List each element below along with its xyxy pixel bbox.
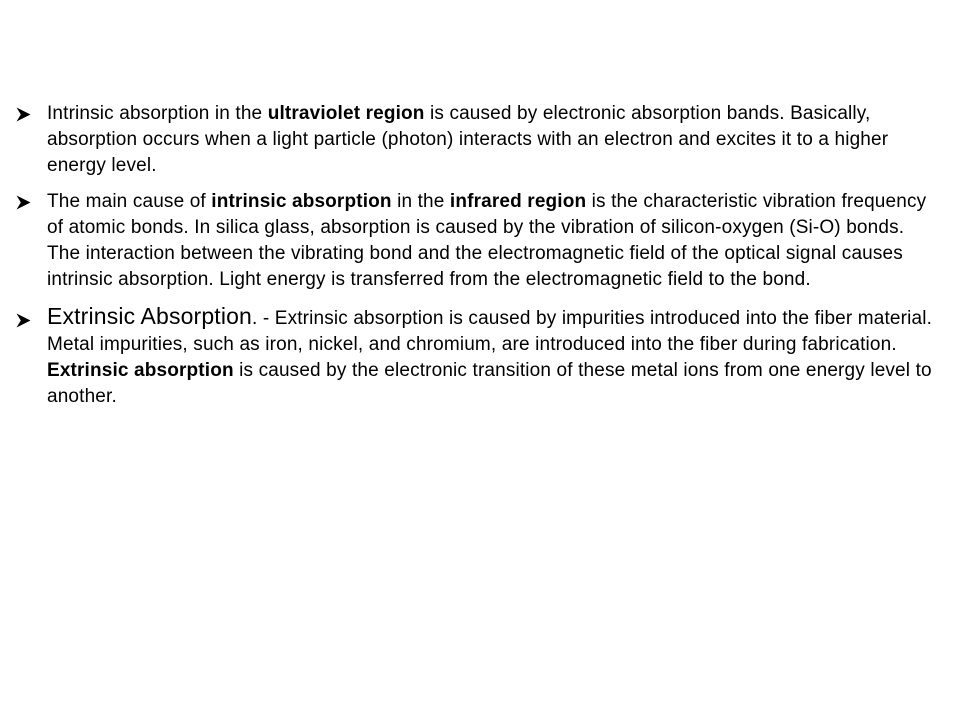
bullet-item-extrinsic xyxy=(16,303,934,410)
bullet-list xyxy=(16,101,934,410)
bullet-item-ultraviolet xyxy=(16,101,934,179)
bullet-text-segment: is caused by electronic absorption bands. Basically, absorption occurs when a light particle (photon) interacts with an electron and excites it to a higher energy level. xyxy=(47,103,889,176)
bullet-bold-term: infrared region xyxy=(449,191,587,212)
bullet-bold-term: ultraviolet region xyxy=(267,103,425,124)
arrow-bullet-icon xyxy=(16,107,31,122)
bullet-text-segment: Intrinsic absorption in the xyxy=(47,103,268,124)
bullet-text-segment: in the xyxy=(391,191,450,212)
arrow-bullet-icon xyxy=(16,195,31,210)
bullet-bold-term: Extrinsic absorption xyxy=(47,360,234,381)
bullet-text-segment: . - Extrinsic absorption is caused by impurities introduced into the fiber material. Metal impurities, such as iron, nickel, and chromium, are introduced into the fiber during fabrication. xyxy=(47,308,932,355)
bullet-text-segment: is the characteristic vibration frequency of atomic bonds. In silica glass, absorption is caused by the vibration of silicon-oxygen (Si-O) bonds. The interaction between the vibrating bond and the electromagnetic field of the optical signal causes intrinsic absorption. Light energy is transferred from the electromagnetic field to the bond. xyxy=(47,191,927,290)
bullet-text-segment: is caused by the electronic transition of these metal ions from one energy level to another. xyxy=(47,360,932,407)
arrow-bullet-icon xyxy=(16,313,31,328)
bullet-item-infrared xyxy=(16,189,934,293)
bullet-text-segment: The main cause of xyxy=(47,191,212,212)
bullet-lead-heading: Extrinsic Absorption xyxy=(47,303,252,329)
bullet-bold-term: intrinsic absorption xyxy=(211,191,392,212)
